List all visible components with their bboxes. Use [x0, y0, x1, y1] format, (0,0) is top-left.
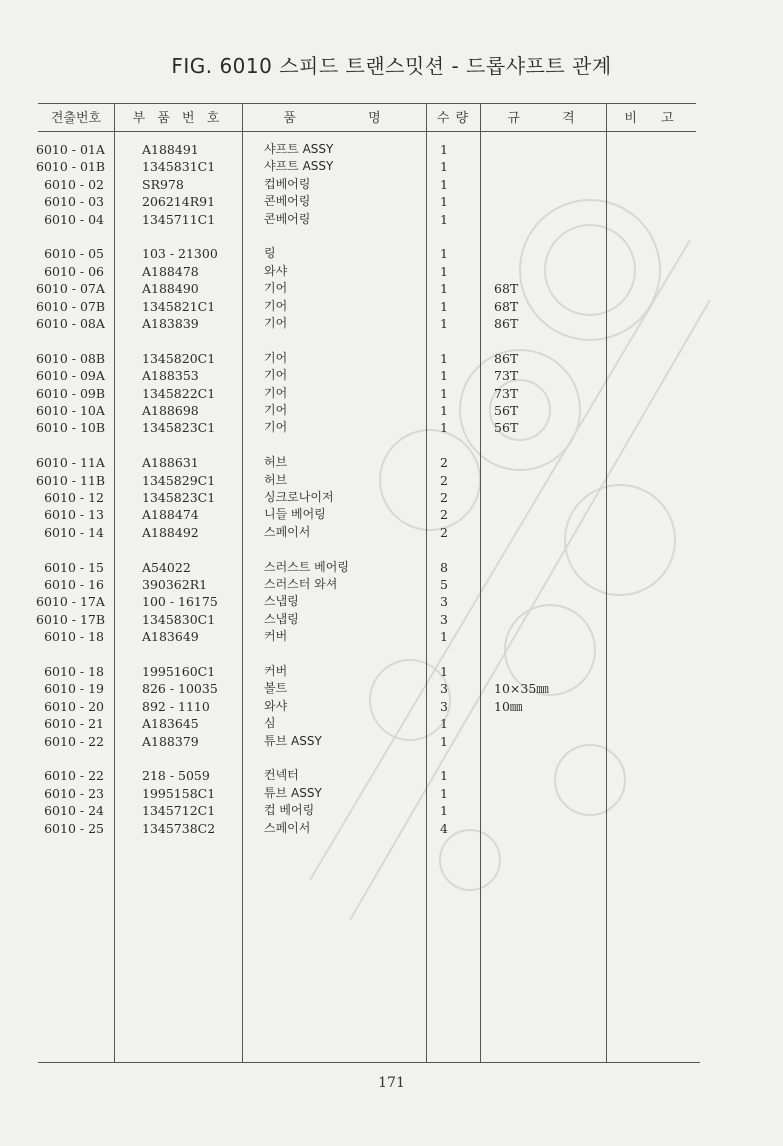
spec-cell: 86T: [494, 316, 519, 331]
part-no-cell: 1345830C1: [142, 611, 216, 627]
header-bottom-rule: [38, 131, 696, 132]
part-name-cell: 샤프트 ASSY: [264, 159, 334, 174]
spec-cell: 73T: [494, 368, 519, 384]
column-divider: [426, 104, 427, 1062]
part-no-cell: A54022: [142, 559, 191, 575]
part-name-cell: 튜브 ASSY: [264, 785, 322, 800]
quantity-cell: 2: [440, 524, 448, 540]
figure-no-cell: 6010 - 03: [44, 194, 104, 210]
part-no-cell: A183649: [142, 629, 199, 645]
quantity-cell: 3: [440, 611, 448, 627]
figure-no-cell: 6010 - 18: [44, 629, 104, 645]
part-no-cell: 1345831C1: [142, 159, 216, 175]
spec-cell: 56T: [494, 403, 519, 418]
part-name-cell: 기어: [264, 368, 288, 383]
figure-no-cell: 6010 - 21: [44, 716, 104, 732]
part-name-cell: 허브: [264, 472, 288, 487]
part-no-cell: 1345738C2: [142, 820, 216, 836]
figure-no-cell: 6010 - 01A: [36, 142, 105, 157]
part-name-cell: 와샤: [264, 698, 288, 713]
part-name-cell: 스냅링: [264, 611, 299, 626]
part-name-cell: 샤프트 ASSY: [264, 142, 334, 156]
part-no-cell: 206214R91: [142, 194, 216, 210]
part-no-cell: 826 - 10035: [142, 681, 218, 697]
table-bottom-rule: [38, 1062, 700, 1063]
quantity-cell: 1: [440, 385, 448, 401]
header-spec: 규 격: [507, 111, 579, 126]
spec-cell: 68T: [494, 298, 519, 314]
part-name-cell: 컵 베어링: [264, 803, 315, 818]
part-name-cell: 기어: [264, 403, 288, 417]
quantity-cell: 3: [440, 698, 448, 714]
quantity-cell: 2: [440, 507, 448, 523]
quantity-cell: 2: [440, 490, 448, 505]
figure-no-cell: 6010 - 09A: [36, 368, 105, 384]
header-remarks: 비 고: [624, 111, 678, 126]
page-title: FIG. 6010 스피드 트랜스밋션 - 드롭샤프트 관계: [171, 54, 612, 78]
part-name-cell: 기어: [264, 298, 288, 313]
quantity-cell: 1: [440, 159, 448, 175]
part-name-cell: 커버: [264, 629, 288, 644]
part-no-cell: 1345820C1: [142, 350, 216, 366]
figure-no-cell: 6010 - 08A: [36, 316, 105, 331]
figure-no-cell: 6010 - 22: [44, 733, 104, 749]
part-no-cell: A183645: [142, 716, 199, 732]
part-no-cell: A188492: [142, 524, 199, 540]
part-no-cell: 1995158C1: [142, 785, 216, 801]
part-name-cell: 기어: [264, 385, 288, 400]
figure-no-cell: 6010 - 08B: [36, 350, 106, 366]
header-figure-no: 견출번호: [50, 111, 102, 126]
figure-no-cell: 6010 - 24: [44, 803, 104, 819]
quantity-cell: 1: [440, 350, 448, 366]
part-name-cell: 스페이서: [264, 820, 311, 835]
part-name-cell: 콘베어링: [264, 194, 311, 209]
quantity-cell: 1: [440, 246, 448, 262]
figure-no-cell: 6010 - 23: [44, 785, 104, 801]
figure-no-cell: 6010 - 11B: [36, 472, 106, 488]
part-no-cell: A188379: [142, 733, 199, 749]
part-no-cell: 100 - 16175: [142, 594, 218, 610]
quantity-cell: 8: [440, 559, 448, 575]
header-part-name: 품 명: [283, 111, 385, 126]
quantity-cell: 1: [440, 785, 448, 801]
figure-no-cell: 6010 - 07B: [36, 298, 106, 314]
spec-cell: 73T: [494, 385, 519, 401]
figure-no-cell: 6010 - 09B: [36, 385, 106, 401]
part-name-cell: 스러스트 베어링: [264, 559, 349, 574]
figure-no-cell: 6010 - 17B: [36, 611, 106, 627]
header-quantity: 수 량: [436, 111, 470, 126]
part-no-cell: A188478: [142, 263, 199, 279]
part-name-cell: 튜브 ASSY: [264, 733, 322, 748]
part-no-cell: 1345822C1: [142, 385, 216, 401]
column-divider: [242, 104, 243, 1062]
part-no-cell: A188490: [142, 281, 199, 297]
part-no-cell: 103 - 21300: [142, 246, 218, 262]
figure-no-cell: 6010 - 17A: [36, 594, 105, 610]
quantity-cell: 1: [440, 368, 448, 384]
part-name-cell: 기어: [264, 420, 288, 435]
part-name-cell: 콘베어링: [264, 211, 311, 226]
figure-no-cell: 6010 - 15: [44, 559, 104, 575]
figure-no-cell: 6010 - 10A: [36, 403, 105, 418]
part-no-cell: A188474: [142, 507, 199, 523]
part-no-cell: 1345823C1: [142, 420, 216, 436]
quantity-cell: 1: [440, 664, 448, 679]
quantity-cell: 3: [440, 681, 448, 697]
part-name-cell: 기어: [264, 316, 288, 330]
quantity-cell: 1: [440, 176, 448, 192]
part-no-cell: 892 - 1110: [142, 698, 210, 714]
figure-no-cell: 6010 - 20: [44, 698, 104, 714]
part-no-cell: A188698: [142, 403, 199, 418]
spec-cell: 68T: [494, 281, 519, 297]
part-no-cell: 1345823C1: [142, 490, 216, 505]
spec-cell: 10×35㎜: [494, 681, 549, 697]
part-no-cell: 1345829C1: [142, 472, 216, 488]
quantity-cell: 1: [440, 263, 448, 279]
part-no-cell: SR978: [142, 176, 184, 192]
quantity-cell: 1: [440, 803, 448, 819]
quantity-cell: 1: [440, 716, 448, 732]
figure-no-cell: 6010 - 07A: [36, 281, 105, 297]
figure-no-cell: 6010 - 19: [44, 681, 104, 697]
figure-no-cell: 6010 - 22: [44, 768, 104, 784]
part-name-cell: 허브: [264, 455, 288, 470]
part-no-cell: 1345821C1: [142, 298, 216, 314]
part-name-cell: 커버: [264, 664, 288, 678]
part-name-cell: 와샤: [264, 263, 288, 278]
part-no-cell: A183839: [142, 316, 199, 331]
quantity-cell: 2: [440, 455, 448, 471]
part-name-cell: 볼트: [264, 681, 288, 696]
page-number: 171: [378, 1075, 405, 1091]
quantity-cell: 1: [440, 281, 448, 297]
quantity-cell: 1: [440, 403, 448, 418]
figure-no-cell: 6010 - 06: [44, 263, 104, 279]
part-name-cell: 싱크로나이저: [264, 490, 334, 504]
figure-no-cell: 6010 - 04: [44, 211, 104, 227]
figure-no-cell: 6010 - 12: [44, 490, 104, 505]
column-divider: [114, 104, 115, 1062]
part-no-cell: 218 - 5059: [142, 768, 210, 784]
spec-cell: 86T: [494, 350, 519, 366]
part-no-cell: 1345712C1: [142, 803, 216, 819]
figure-no-cell: 6010 - 18: [44, 664, 104, 679]
part-name-cell: 기어: [264, 281, 288, 296]
figure-no-cell: 6010 - 05: [44, 246, 104, 262]
part-no-cell: 1995160C1: [142, 664, 216, 679]
part-no-cell: 1345711C1: [142, 211, 216, 227]
quantity-cell: 1: [440, 768, 448, 784]
part-no-cell: A188353: [142, 368, 199, 384]
figure-no-cell: 6010 - 01B: [36, 159, 106, 175]
column-divider: [480, 104, 481, 1062]
part-name-cell: 스러스터 와셔: [264, 577, 338, 591]
part-name-cell: 컨넥터: [264, 768, 299, 783]
figure-no-cell: 6010 - 02: [44, 176, 104, 192]
figure-no-cell: 6010 - 25: [44, 820, 104, 836]
quantity-cell: 1: [440, 316, 448, 331]
figure-no-cell: 6010 - 13: [44, 507, 104, 523]
part-name-cell: 심: [264, 716, 276, 731]
spec-cell: 56T: [494, 420, 519, 436]
header-top-rule: [38, 103, 696, 104]
quantity-cell: 1: [440, 733, 448, 749]
column-divider: [606, 104, 607, 1062]
quantity-cell: 1: [440, 298, 448, 314]
part-name-cell: 스냅링: [264, 594, 299, 609]
part-name-cell: 기어: [264, 350, 288, 365]
header-part-no: 부 품 번 호: [132, 111, 224, 126]
quantity-cell: 5: [440, 577, 448, 592]
part-name-cell: 링: [264, 246, 276, 261]
part-name-cell: 컵베어링: [264, 176, 311, 191]
part-no-cell: A188631: [142, 455, 199, 471]
part-no-cell: 390362R1: [142, 577, 208, 592]
quantity-cell: 1: [440, 211, 448, 227]
quantity-cell: 4: [440, 820, 448, 836]
quantity-cell: 3: [440, 594, 448, 610]
figure-no-cell: 6010 - 10B: [36, 420, 106, 436]
part-no-cell: A188491: [142, 142, 199, 157]
part-name-cell: 스페이서: [264, 524, 311, 539]
quantity-cell: 1: [440, 629, 448, 645]
quantity-cell: 2: [440, 472, 448, 488]
quantity-cell: 1: [440, 142, 448, 157]
figure-no-cell: 6010 - 16: [44, 577, 104, 592]
figure-no-cell: 6010 - 11A: [36, 455, 105, 471]
quantity-cell: 1: [440, 194, 448, 210]
spec-cell: 10㎜: [494, 698, 523, 714]
quantity-cell: 1: [440, 420, 448, 436]
figure-no-cell: 6010 - 14: [44, 524, 104, 540]
part-name-cell: 니들 베어링: [264, 507, 326, 522]
